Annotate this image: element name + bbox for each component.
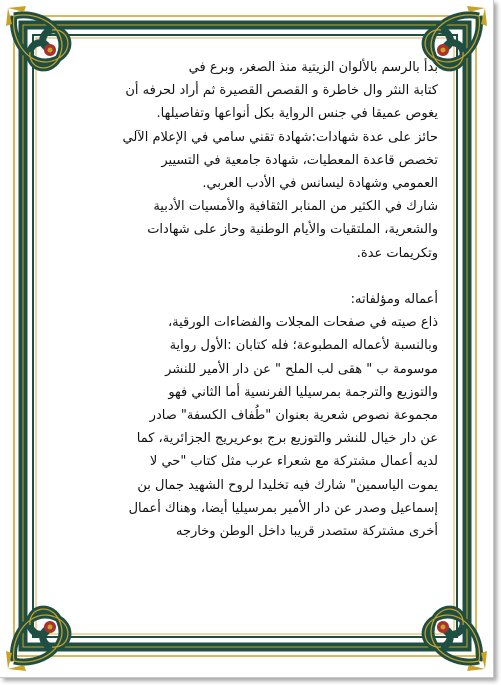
text-line: ذاع صيته في صفحات المجلات والفضاءات الورقية،	[167, 315, 438, 331]
text-line: إسماعيل وصدر عن دار الأمير بمرسيليا أيضا، وهناك أعمال	[128, 500, 438, 516]
text-line: أعماله ومؤلفاته:	[350, 292, 438, 308]
text-line: موسومة ب " هقى لب الملح " عن دار الأمير للنشر	[165, 361, 438, 377]
document-body	[50, 56, 438, 596]
text-line: تخصص قاعدة المعطيات، شهادة جامعية في التسيير	[161, 152, 438, 168]
text-line: وبالنسبة لأعماله المطبوعة؛ فله كتابان :الأول رواية	[169, 338, 438, 354]
text-line: أخرى مشتركة ستصدر قريبا داخل الوطن وخارجه	[175, 524, 438, 540]
text-line: يغوص عميقا في جنس الرواية بكل أنواعها وتفاصيلها.	[156, 106, 438, 122]
corner-ornament-bottom-right	[425, 609, 487, 671]
text-line: والتوزيع والترجمة بمرسيليا الفرنسية أما الثاني فهو	[168, 384, 438, 400]
text-line: كتابة النثر وال خاطرة و القصص القصيرة ثم أراد لحرفه أن	[125, 83, 438, 99]
text-line: العمومي وشهادة ليسانس في الأدب العربي.	[202, 176, 438, 192]
text-line: وتكريمات عدة.	[356, 245, 438, 261]
corner-ornament-bottom-left	[6, 609, 68, 671]
text-line: مجموعة نصوص شعرية بعنوان "طُفاف الكسفة" صادر	[149, 408, 438, 424]
text-line: حائز على عدة شهادات:شهادة تقني سامي في الإعلام الآلي	[122, 129, 438, 145]
text-line: يموت الياسمين" شارك فيه تخليدا لروح الشهيد جمال بن	[137, 477, 438, 493]
text-line: لديه أعمال مشتركة مع شعراء عرب مثل كتاب "حي لا	[149, 454, 438, 470]
text-line: عن دار خيال للنشر والتوزيع برج بوعريريج الجزائرية، كما	[136, 431, 438, 447]
text-line	[50, 265, 438, 288]
text-line: والشعرية، الملتقيات والأيام الوطنية وحاز على شهادات	[147, 222, 438, 238]
text-line: شارك في الكثير من المنابر الثقافية والأمسيات الأدبية	[153, 199, 438, 215]
text-line: بدأ بالرسم بالألوان الزيتية منذ الصغر، وبرع في	[188, 60, 438, 75]
